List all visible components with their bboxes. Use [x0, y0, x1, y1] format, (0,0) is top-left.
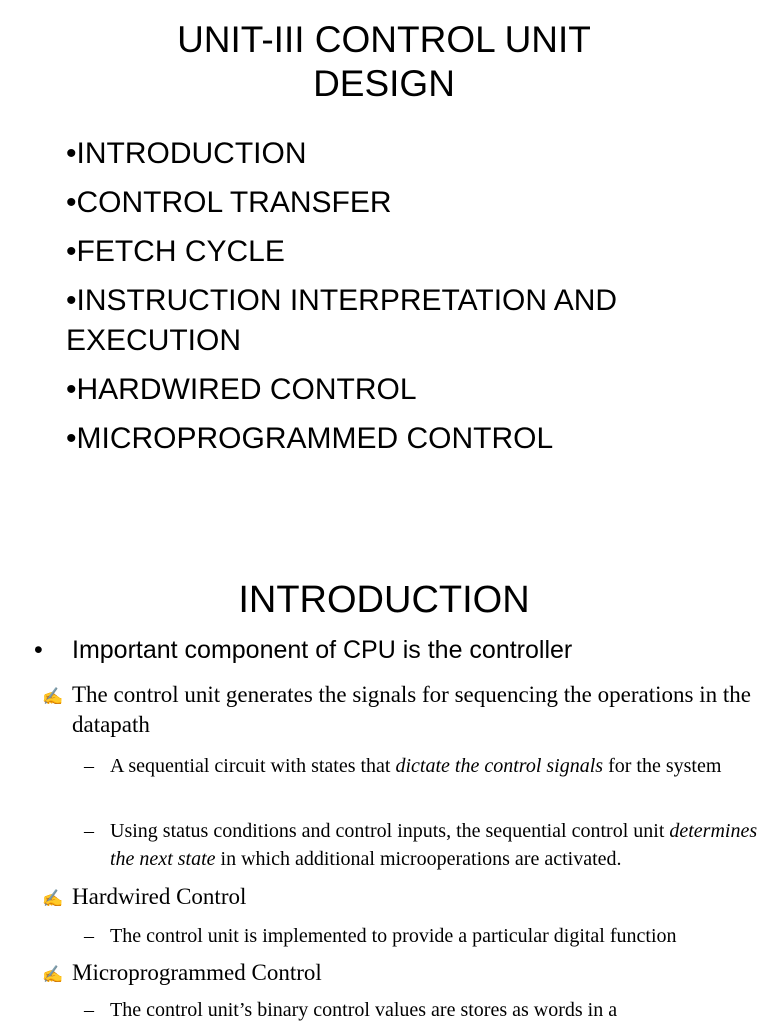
- sub-emphasis: dictate the control signals: [395, 755, 604, 777]
- main-bullet-text: Important component of CPU is the controller: [72, 636, 573, 664]
- pen-icon: ✍: [42, 965, 64, 984]
- point-text: Hardwired Control: [72, 884, 247, 909]
- sub-text: The control unit is implemented to provide a particular digital function: [110, 925, 677, 947]
- sub-text: in which additional microoperations are activated.: [215, 848, 622, 870]
- dash-marker: –: [84, 755, 94, 777]
- slide-1-title: [0, 18, 768, 106]
- pen-icon: ✍: [42, 687, 64, 706]
- topic-item: •MICROPROGRAMMED CONTROL: [66, 422, 554, 455]
- sub-point: [84, 817, 768, 873]
- topic-item: •INSTRUCTION INTERPRETATION AND EXECUTION: [66, 284, 618, 357]
- sub-emphasis: determines the next state: [110, 820, 758, 870]
- topics-list: [66, 134, 746, 468]
- bullet-dot: •: [34, 636, 43, 664]
- point-text: Microprogrammed Control: [72, 960, 322, 985]
- title-line-1: UNIT-III CONTROL UNIT: [177, 19, 591, 60]
- topic-item: •HARDWIRED CONTROL: [66, 373, 417, 406]
- slide-2: [0, 512, 768, 1024]
- topic-item: •FETCH CYCLE: [66, 235, 285, 268]
- dash-marker: –: [84, 820, 94, 842]
- sub-text: The control unit’s binary control values are stores as words in a: [110, 999, 618, 1021]
- topic-item: •INTRODUCTION: [66, 137, 307, 170]
- point-microprogrammed: [42, 958, 762, 988]
- sub-point: [84, 996, 768, 1024]
- dash-marker: –: [84, 925, 94, 947]
- topic-item: •CONTROL TRANSFER: [66, 186, 392, 219]
- sub-point: [84, 752, 768, 780]
- title-line-2: DESIGN: [313, 63, 455, 104]
- point-hardwired: [42, 882, 762, 912]
- sub-text: Using status conditions and control inputs, the sequential control unit: [110, 820, 670, 842]
- point-control-unit: [42, 680, 762, 740]
- pen-icon: ✍: [42, 889, 64, 908]
- dash-marker: –: [84, 999, 94, 1021]
- sub-text: A sequential circuit with states that: [110, 755, 396, 777]
- point-text: The control unit generates the signals for sequencing the operations in the datapath: [72, 682, 751, 737]
- slide-2-title: INTRODUCTION: [238, 579, 530, 621]
- sub-text: for the system: [603, 755, 722, 777]
- sub-point: [84, 922, 768, 950]
